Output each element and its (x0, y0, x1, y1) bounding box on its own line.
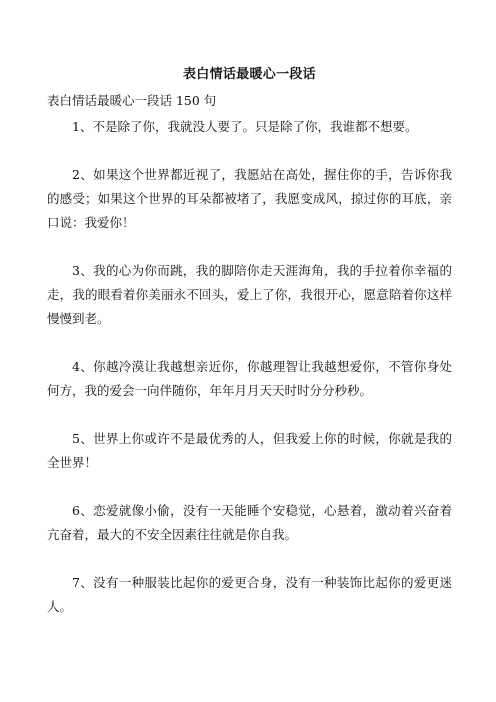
paragraph-2: 2、如果这个世界都近视了，我愿站在高处，握住你的手，告诉你我的感受；如果这个世界的耳朵都被堵了，我愿变成风，掠过你的耳底，亲口说：我爱你！ (47, 167, 452, 230)
paragraph-1: 1、不是除了你，我就没人要了。只是除了你，我谁都不想要。 (72, 119, 418, 134)
paragraph-6: 6、恋爱就像小偷，没有一天能睡个安稳觉，心悬着，激动着兴奋着亢奋着，最大的不安全因素往往就是你自我。 (47, 503, 452, 542)
document-subtitle: 表白情话最暖心一段话 150 句 (47, 93, 217, 108)
document-title: 表白情话最暖心一段话 (182, 67, 316, 82)
paragraph-list (47, 115, 452, 619)
paragraph-7: 7、没有一种服装比起你的爱更合身，没有一种装饰比起你的爱更迷人。 (47, 575, 452, 614)
paragraph-4: 4、你越冷漠让我越想亲近你，你越理智让我越想爱你，不管你身处何方，我的爱会一向伴随你，年年月月天天时时分分秒秒。 (47, 359, 452, 398)
paragraph-5: 5、世界上你或许不是最优秀的人，但我爱上你的时候，你就是我的全世界！ (47, 431, 452, 470)
paragraph-3: 3、我的心为你而跳，我的脚陪你走天涯海角，我的手拉着你幸福的走，我的眼看着你美丽永不回头，爱上了你，我很开心，愿意陪着你这样慢慢到老。 (47, 263, 452, 326)
